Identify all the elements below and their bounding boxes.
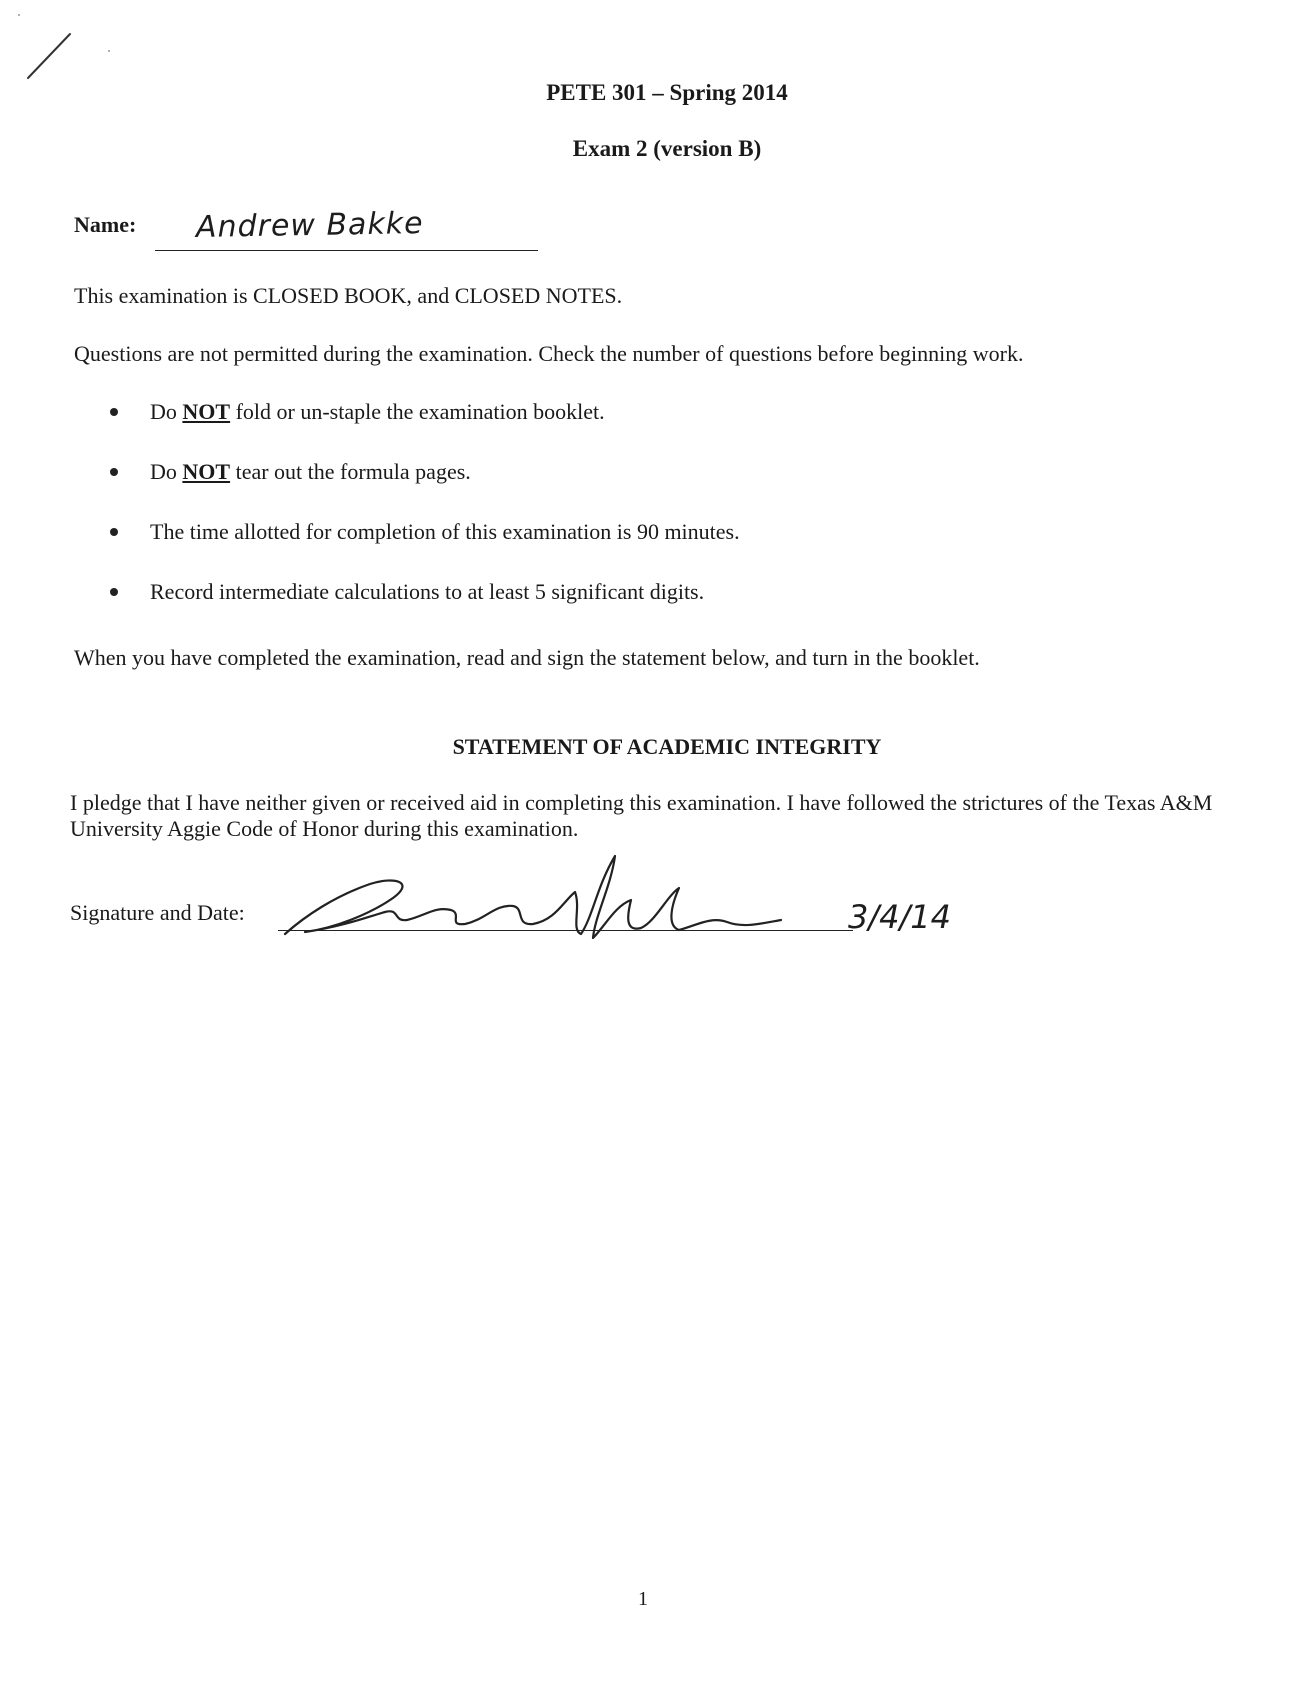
scan-speck <box>18 14 20 16</box>
signature-label: Signature and Date: <box>70 900 245 925</box>
bullet-icon <box>110 408 118 416</box>
scan-speck <box>108 50 110 52</box>
closed-book-notice: This examination is CLOSED BOOK, and CLOSED NOTES. <box>74 283 623 308</box>
list-item-text-post: tear out the formula pages. <box>230 459 471 484</box>
page-number: 1 <box>638 1588 648 1610</box>
integrity-heading: STATEMENT OF ACADEMIC INTEGRITY <box>452 734 882 759</box>
bullet-icon <box>110 588 118 596</box>
name-underline <box>155 250 538 251</box>
questions-notice: Questions are not permitted during the examination. Check the number of questions before beginning work. <box>74 341 1024 366</box>
emphasis-not: NOT <box>182 399 231 424</box>
exam-title: Exam 2 (version B) <box>572 136 762 161</box>
list-item-text: The time allotted for completion of this examination is 90 minutes. <box>150 519 740 544</box>
list-item-text-pre: Do <box>150 399 183 424</box>
list-item-text-post: fold or un-staple the examination booklet. <box>230 399 605 424</box>
bullet-icon <box>110 468 118 476</box>
name-label: Name: <box>74 212 137 237</box>
pen-stroke-mark <box>22 28 82 88</box>
emphasis-not: NOT <box>182 459 231 484</box>
handwritten-signature <box>275 846 795 946</box>
list-item-text: Record intermediate calculations to at least 5 significant digits. <box>150 579 705 604</box>
bullet-icon <box>110 528 118 536</box>
list-item-text-pre: Do <box>150 459 183 484</box>
completion-notice: When you have completed the examination, read and sign the statement below, and turn in the booklet. <box>74 645 980 670</box>
handwritten-name: Andrew Bakke <box>195 206 424 245</box>
list-item-text <box>150 398 605 426</box>
course-title: PETE 301 – Spring 2014 <box>546 80 788 105</box>
list-item-text <box>150 458 471 486</box>
integrity-pledge: I pledge that I have neither given or received aid in completing this examination. I have followed the strictures of the Texas A&M University Aggie Code of Honor during this examination. <box>70 790 1213 841</box>
handwritten-date: 3/4/14 <box>848 898 951 936</box>
